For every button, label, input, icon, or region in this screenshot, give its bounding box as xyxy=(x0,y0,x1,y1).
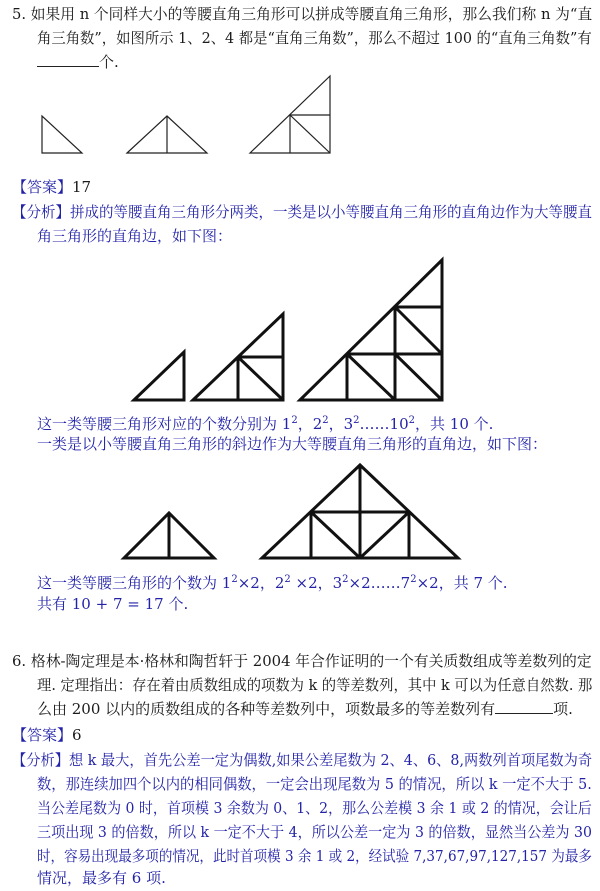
q5-text-line2: 角三角数”，如图所示 1、2、4 都是“直角三角数”，那么不超过 100 的“直角三角数”有 xyxy=(37,29,592,47)
class1-sup1: 2 xyxy=(291,415,298,426)
class1-mid2: ，3 xyxy=(328,415,354,433)
q6-line3 xyxy=(37,698,573,720)
q6-analysis-text6: 情况，最多有 6 项. xyxy=(37,869,166,887)
class1-suffix: ，共 10 个. xyxy=(415,415,494,433)
q6-number: 6. xyxy=(12,652,27,670)
class2-sup3: 2 xyxy=(342,574,349,585)
q5-text-line1: 如果用 n 个同样大小的等腰直角三角形可以拼成等腰直角三角形，那么我们称 n 为“直 xyxy=(30,5,593,23)
q5-analysis-label: 【分析】 xyxy=(12,203,71,221)
class2-sup4: 2 xyxy=(410,574,417,585)
class1-mid3: ……10 xyxy=(359,415,409,433)
q5-number: 5. xyxy=(12,5,27,23)
q6-analysis-text2: 数，那连续加四个以内的相同偶数，一定会出现尾数为 5 的情况，所以 k 一定不大于 5. xyxy=(37,775,592,793)
q6-answer-value: 6 xyxy=(72,726,82,744)
q6-text-line1: 格林-陶定理是本·格林和陶哲轩于 2004 年合作证明的一个有关质数组成等差数列的定 xyxy=(30,652,592,670)
class1-sup3: 2 xyxy=(353,415,360,426)
class2-count-prefix: 这一类等腰三角形的个数为 1 xyxy=(37,574,232,592)
q6-analysis-text4: 三项出现 3 的倍数，所以 k 一定不大于 4，所以公差一定为 3 的倍数，显然当公差为 30 xyxy=(37,823,592,841)
class1-sup4: 2 xyxy=(408,415,416,426)
q5-answer-value: 17 xyxy=(72,178,92,196)
q6-answer-blank xyxy=(495,699,553,714)
q6-line1 xyxy=(12,650,592,672)
class2-description: 一类是以小等腰直角三角形的斜边作为大等腰直角三角形的直角边，如下图： xyxy=(37,435,548,453)
q6-text-line2: 理. 定理指出：存在着由质数组成的项数为 k 的等差数列，其中 k 可以为任意自然数. 那 xyxy=(37,676,593,694)
class1-count-prefix: 这一类等腰三角形对应的个数分别为 1 xyxy=(37,415,292,433)
class2-mid3: ×2……7 xyxy=(348,574,411,592)
q5-line3-suffix: 个. xyxy=(99,53,119,71)
class2-suffix: ×2，共 7 个. xyxy=(416,574,508,592)
class1-sup2: 2 xyxy=(322,415,329,426)
class2-sup2: 2 xyxy=(284,574,291,585)
class2-sup1: 2 xyxy=(231,574,238,585)
class1-mid1: ，2 xyxy=(297,415,323,433)
class2-count-line xyxy=(37,569,508,594)
q5-analysis-text1: 拼成的等腰直角三角形分两类，一类是以小等腰直角三角形的直角边作为大等腰直 xyxy=(70,203,593,221)
q6-answer-label: 【答案】 xyxy=(12,726,73,744)
class2-mid1: ×2，2 xyxy=(237,574,285,592)
q6-analysis-text5: 时，容易出现最多项的情况，此时首项模 3 余 1 或 2，经试验 7,37,67,97,127,157 为最多 xyxy=(37,847,592,865)
q6-analysis-text1: 想 k 最大，首先公差一定为偶数,如果公差尾数为 2、4、6、8,两数列首项尾数为奇 xyxy=(68,751,593,769)
class2-mid2: ×2，3 xyxy=(290,574,343,592)
q6-analysis-text3: 当公差尾数为 0 时，首项模 3 余数为 0、1、2，那么公差模 3 余 1 或 2 的情况，会让后 xyxy=(37,799,592,817)
q5-answer-label: 【答案】 xyxy=(12,178,73,196)
q6-answer-line xyxy=(12,724,82,746)
q5-analysis-text2: 角三角形的直角边，如下图： xyxy=(37,227,233,245)
q5-total: 共有 10 + 7 = 17 个. xyxy=(37,595,189,613)
q6-analysis-line1 xyxy=(12,749,592,771)
q6-analysis-label: 【分析】 xyxy=(12,751,69,769)
q6-line3-suffix: 项. xyxy=(553,700,573,718)
q6-line3-prefix: 么由 200 以内的质数组成的各种等差数列中，项数最多的等差数列有 xyxy=(37,700,496,718)
